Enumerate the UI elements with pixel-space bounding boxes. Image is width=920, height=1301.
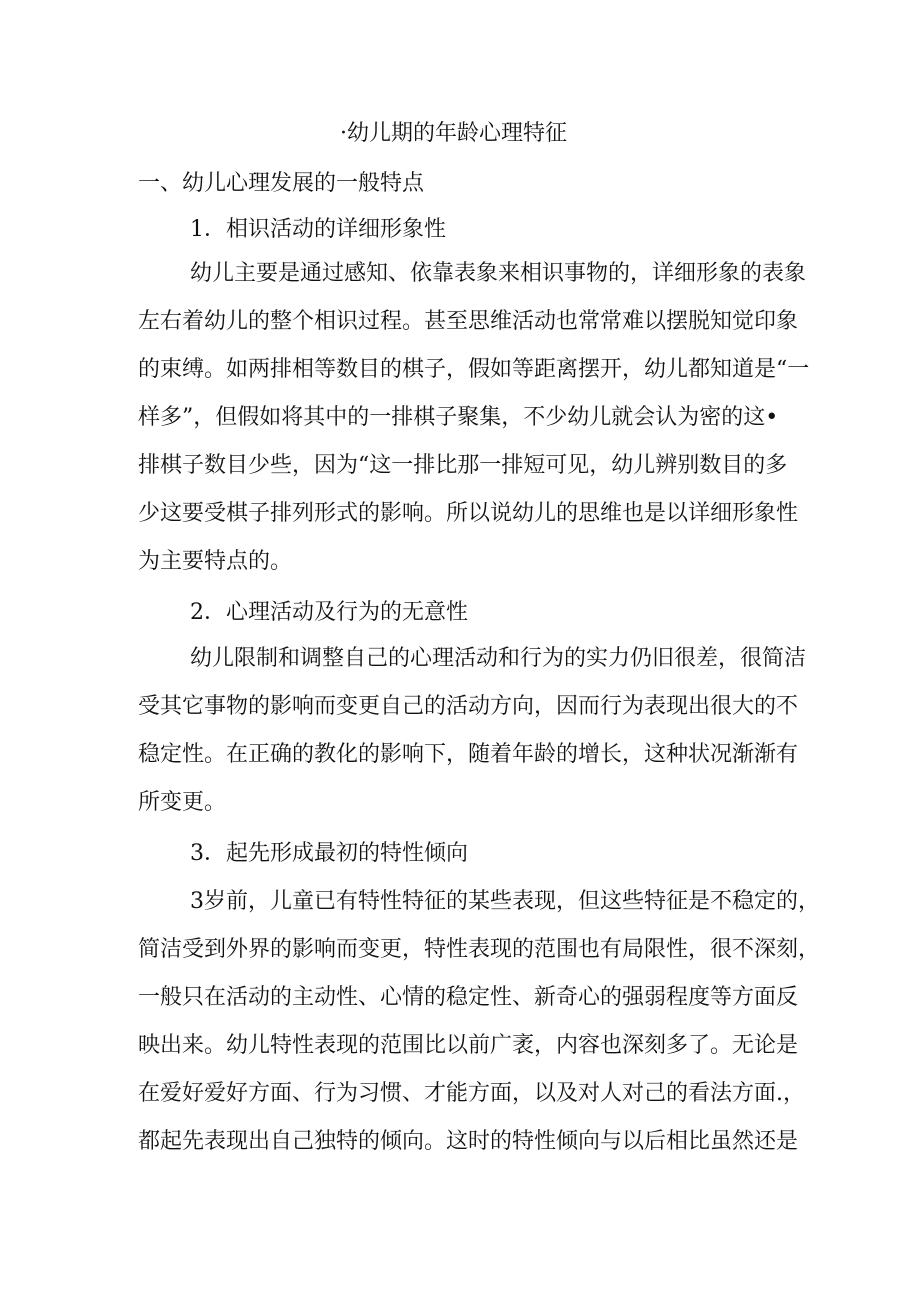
paragraph-line: 都起先表现出自己独特的倾向。这时的特性倾向与以后相比虽然还是 <box>138 1129 799 1154</box>
paragraph-line: 在爱好爱好方面、行为习惯、才能方面，以及对人对己的看法方面.， <box>138 1081 805 1106</box>
paragraph-line: 简洁受到外界的影响而变更，特性表现的范围也有局限性，很不深刻， <box>138 937 821 962</box>
subsection-heading-1: 1．相识活动的详细形象性 <box>190 217 446 242</box>
section-heading: 一、幼儿心理发展的一般特点 <box>138 171 425 196</box>
subsection-paragraph-3 <box>138 878 821 1166</box>
paragraph-line: 3岁前，儿童已有特性特征的某些表现，但这些特征是不稳定的， <box>190 889 820 914</box>
paragraph-line: 所变更。 <box>138 790 227 815</box>
paragraph-line: 为主要特点的。 <box>138 549 293 574</box>
paragraph-line: 排棋子数目少些，因为“这一排比那一排短可见，幼儿辨别数目的多 <box>138 453 788 478</box>
paragraph-line: 稳定性。在正确的教化的影响下，随着年龄的增长，这种状况渐渐有 <box>138 742 799 767</box>
paragraph-line: 的束缚。如两排相等数目的棋子，假如等距离摆开，幼儿都知道是“一 <box>138 357 810 382</box>
subsection-paragraph-1 <box>138 250 810 586</box>
subsection-paragraph-2 <box>138 635 807 827</box>
paragraph-line: 幼儿主要是通过感知、依靠表象来相识事物的，详细形象的表象 <box>190 261 807 286</box>
subsection-heading-2: 2．心理活动及行为的无意性 <box>190 600 468 625</box>
paragraph-line: 映出来。幼儿特性表现的范围比以前广袤，内容也深刻多了。无论是 <box>138 1033 799 1058</box>
paragraph-line: 受其它事物的影响而变更自己的活动方向，因而行为表现出很大的不 <box>138 694 799 719</box>
document-title: ·幼儿期的年龄心理特征 <box>340 121 567 146</box>
paragraph-line: 幼儿限制和调整自己的心理活动和行为的实力仍旧很差，很简洁 <box>190 646 807 671</box>
paragraph-line: 样多”，但假如将其中的一排棋子聚集，不少幼儿就会认为密的这• <box>138 405 779 430</box>
paragraph-line: 一般只在活动的主动性、心情的稳定性、新奇心的强弱程度等方面反 <box>138 985 799 1010</box>
subsection-heading-3: 3．起先形成最初的特性倾向 <box>190 841 468 866</box>
paragraph-line: 少这要受棋子排列形式的影响。所以说幼儿的思维也是以详细形象性 <box>138 501 799 526</box>
paragraph-line: 左右着幼儿的整个相识过程。甚至思维活动也常常难以摆脱知觉印象 <box>138 309 799 334</box>
